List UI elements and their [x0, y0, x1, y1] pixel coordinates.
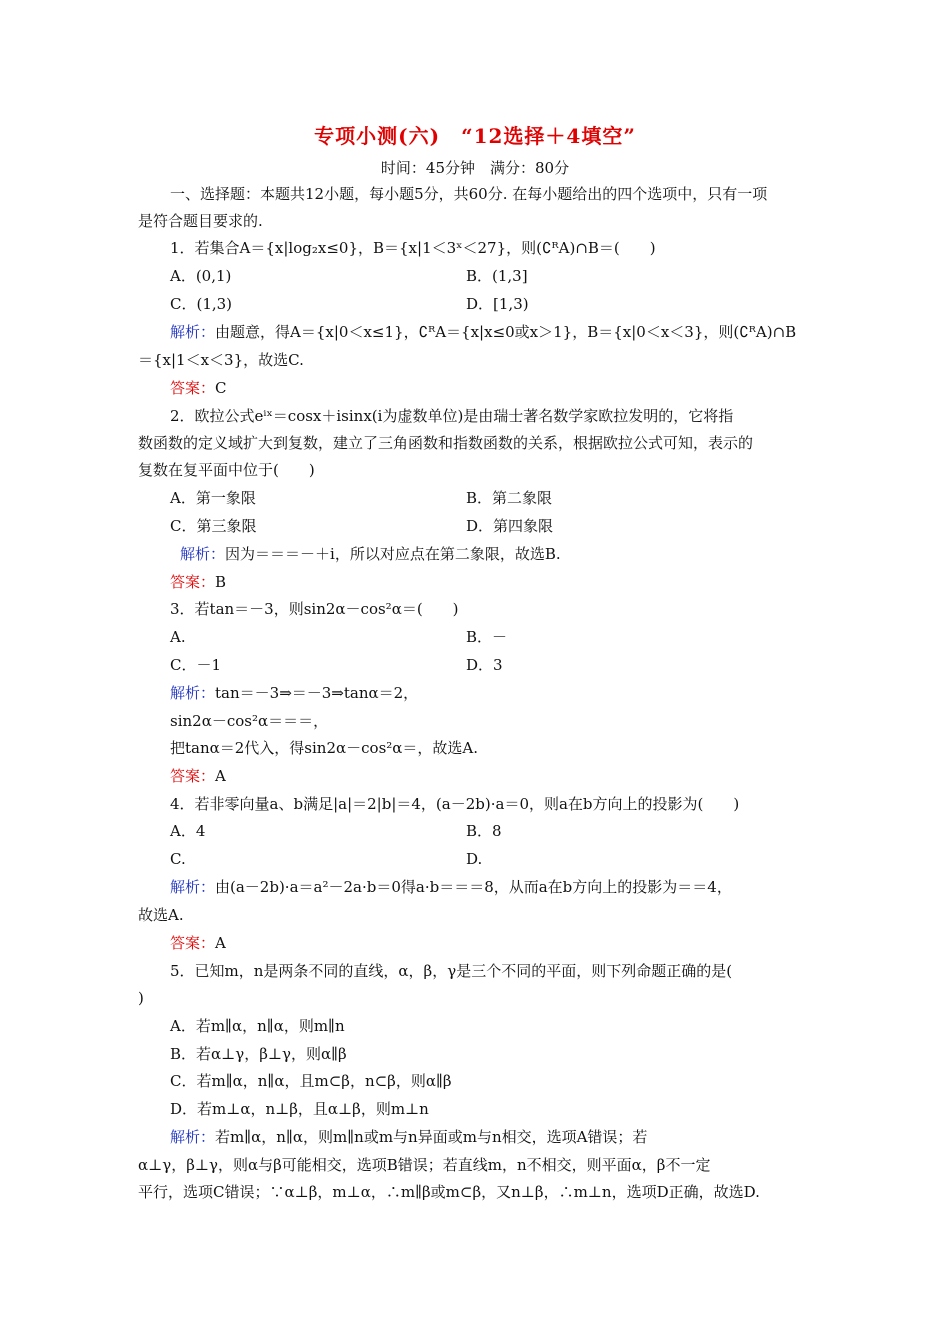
answer-line [170, 572, 850, 592]
option-b: B．若α⊥γ，β⊥γ，则α∥β [170, 1045, 347, 1063]
analysis-label: 解析： [170, 323, 216, 341]
answer-value: B [215, 573, 227, 591]
option-b: B．－ [466, 628, 508, 646]
question-stem: 复数在复平面中位于( ) [138, 461, 315, 479]
answer-label: 答案： [170, 767, 216, 785]
analysis-text: tan＝－3⇒＝－3⇒tanα＝2， [215, 684, 419, 702]
question-stem: 5．已知m，n是两条不同的直线，α，β，γ是三个不同的平面，则下列命题正确的是( [170, 962, 733, 980]
question-stem: 3．若tan＝－3，则sin2α－cos²α＝( ) [170, 600, 459, 618]
page-subtitle: 时间：45分钟 满分：80分 [380, 159, 570, 177]
analysis-line [170, 322, 850, 342]
option-d: D. [466, 850, 483, 868]
option-c: C．若m∥α，n∥α，且m⊂β，n⊂β，则α∥β [170, 1072, 452, 1090]
intro-line: 是符合题目要求的. [138, 212, 263, 230]
answer-value: C [215, 379, 227, 397]
option-a: A．第一象限 [170, 489, 256, 507]
option-c: C．－1 [170, 656, 222, 674]
question-stem: 数函数的定义域扩大到复数，建立了三角函数和指数函数的关系，根据欧拉公式可知，表示的 [138, 434, 754, 452]
question-stem: 1．若集合A＝{x|log₂x≤0}，B＝{x|1＜3ˣ＜27}，则(∁ᴿA)∩B＝( ) [170, 239, 656, 257]
answer-label: 答案： [170, 934, 216, 952]
option-a: A．(0,1) [170, 267, 232, 285]
analysis-line: α⊥γ，β⊥γ，则α与β可能相交，选项B错误；若直线m，n不相交，则平面α，β不一定 [138, 1156, 711, 1174]
option-a: A. [170, 628, 186, 646]
option-d: D．3 [466, 656, 503, 674]
analysis-line: sin2α－cos²α＝＝＝， [170, 712, 329, 730]
question-stem: 4．若非零向量a、b满足|a|＝2|b|＝4，(a－2b)·a＝0，则a在b方向上的投影为( ) [170, 795, 740, 813]
analysis-label: 解析： [170, 684, 216, 702]
option-d: D．若m⊥α，n⊥β，且α⊥β，则m⊥n [170, 1100, 429, 1118]
analysis-line: 故选A. [138, 906, 184, 924]
answer-value: A [215, 767, 226, 785]
question-stem: ) [138, 989, 144, 1007]
analysis-line [180, 544, 860, 564]
analysis-label: 解析： [170, 1128, 216, 1146]
analysis-text: 由(a－2b)·a＝a²－2a·b＝0得a·b＝＝＝8，从而a在b方向上的投影为＝＝4， [215, 878, 732, 896]
option-d: D．第四象限 [466, 517, 554, 535]
option-c: C．第三象限 [170, 517, 257, 535]
answer-line [170, 378, 850, 398]
option-a: A．若m∥α，n∥α，则m∥n [170, 1017, 345, 1035]
answer-label: 答案： [170, 573, 216, 591]
analysis-label: 解析： [170, 878, 216, 896]
analysis-label: 解析： [180, 545, 226, 563]
option-c: C. [170, 850, 186, 868]
analysis-text: 因为＝＝＝－＋i，所以对应点在第二象限，故选B. [225, 545, 561, 563]
analysis-line: 把tanα＝2代入，得sin2α－cos²α＝，故选A. [170, 739, 479, 757]
answer-value: A [215, 934, 226, 952]
page-title: 专项小测(六) “12选择＋4填空” [314, 124, 636, 148]
analysis-line [170, 1127, 850, 1147]
answer-line [170, 766, 850, 786]
answer-line [170, 933, 850, 953]
intro-line: 一、选择题：本题共12小题，每小题5分，共60分. 在每小题给出的四个选项中，只有一项 [170, 185, 768, 203]
analysis-line [170, 877, 850, 897]
analysis-line: 平行，选项C错误；∵α⊥β，m⊥α，∴m∥β或m⊂β，又n⊥β，∴m⊥n，选项D正确，故选D. [138, 1183, 760, 1201]
option-b: B．(1,3] [466, 267, 528, 285]
option-d: D．[1,3) [466, 295, 529, 313]
answer-label: 答案： [170, 379, 216, 397]
option-b: B．8 [466, 822, 502, 840]
option-c: C．(1,3) [170, 295, 233, 313]
option-a: A．4 [170, 822, 206, 840]
analysis-text: 由题意，得A＝{x|0＜x≤1}，∁ᴿA＝{x|x≤0或x＞1}，B＝{x|0＜x＜3}，则(∁ᴿA)∩B [215, 323, 797, 341]
analysis-text: 若m∥α，n∥α，则m∥n或m与n异面或m与n相交，选项A错误；若 [215, 1128, 648, 1146]
option-b: B．第二象限 [466, 489, 553, 507]
question-stem: 2．欧拉公式eⁱˣ＝cosx＋isinx(i为虚数单位)是由瑞士著名数学家欧拉发明的，它将指 [170, 407, 734, 425]
analysis-line [170, 683, 850, 703]
analysis-line: ＝{x|1＜x＜3}，故选C. [138, 351, 304, 369]
